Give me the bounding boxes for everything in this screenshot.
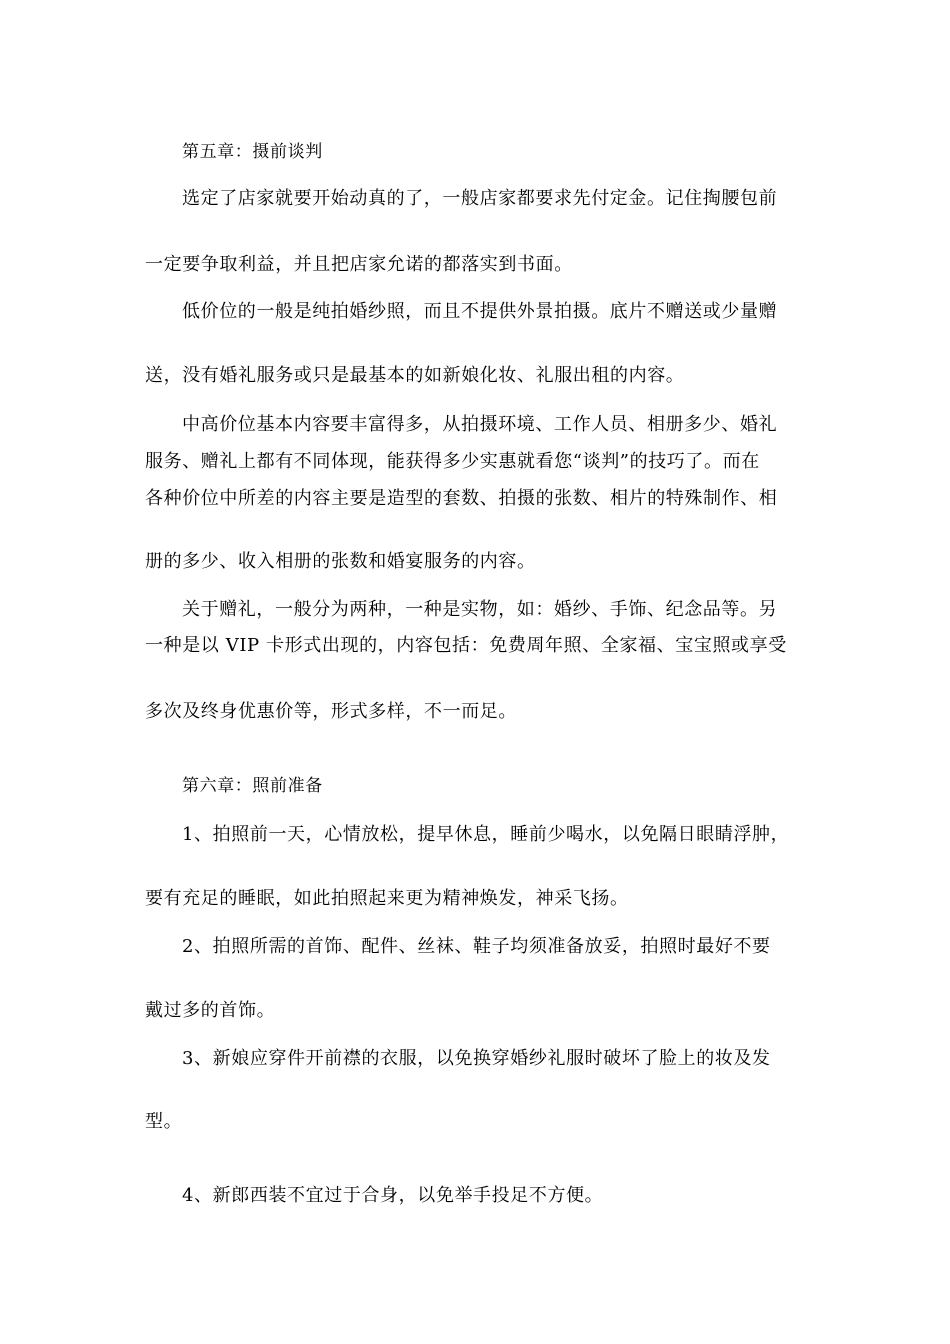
paragraph-line: 送，没有婚礼服务或只是最基本的如新娘化妆、礼服出租的内容。 xyxy=(145,365,685,386)
paragraph-line: 中高价位基本内容要丰富得多，从拍摄环境、工作人员、相册多少、婚礼 xyxy=(182,414,778,435)
paragraph-line: 低价位的一般是纯拍婚纱照，而且不提供外景拍摄。底片不赠送或少量赠 xyxy=(182,301,778,322)
list-item-line: 1、拍照前一天，心情放松，提早休息，睡前少喝水，以免隔日眼睛浮肿， xyxy=(182,824,790,845)
paragraph-line: 册的多少、收入相册的张数和婚宴服务的内容。 xyxy=(145,551,536,572)
list-item-line: 4、新郎西装不宜过于合身，以免举手投足不方便。 xyxy=(182,1185,604,1206)
paragraph-line: 服务、赠礼上都有不同体现，能获得多少实惠就看您“谈判”的技巧了。而在 xyxy=(145,451,760,472)
paragraph-line: 关于赠礼，一般分为两种，一种是实物，如：婚纱、手饰、纪念品等。另 xyxy=(182,599,778,620)
chapter6-heading: 第六章：照前准备 xyxy=(182,776,323,796)
list-item-line: 型。 xyxy=(145,1111,183,1132)
list-item-line: 戴过多的首饰。 xyxy=(145,1000,276,1021)
paragraph-line: 选定了店家就要开始动真的了，一般店家都要求先付定金。记住掏腰包前 xyxy=(182,188,778,209)
list-item-line: 3、新娘应穿件开前襟的衣服，以免换穿婚纱礼服时破坏了脸上的妆及发 xyxy=(182,1048,771,1069)
list-item-line: 要有充足的睡眠，如此拍照起来更为精神焕发，神采飞扬。 xyxy=(145,888,629,909)
paragraph-line: 一定要争取利益，并且把店家允诺的都落实到书面。 xyxy=(145,254,573,275)
paragraph-line: 各种价位中所差的内容主要是造型的套数、拍摄的张数、相片的特殊制作、相 xyxy=(145,488,778,509)
chapter5-heading: 第五章：摄前谈判 xyxy=(182,142,323,162)
list-item-line: 2、拍照所需的首饰、配件、丝袜、鞋子均须准备放妥，拍照时最好不要 xyxy=(182,936,771,957)
paragraph-line: 多次及终身优惠价等，形式多样，不一而足。 xyxy=(145,701,517,722)
paragraph-line: 一种是以 VIP 卡形式出现的，内容包括：免费周年照、全家福、宝宝照或享受 xyxy=(145,635,787,656)
